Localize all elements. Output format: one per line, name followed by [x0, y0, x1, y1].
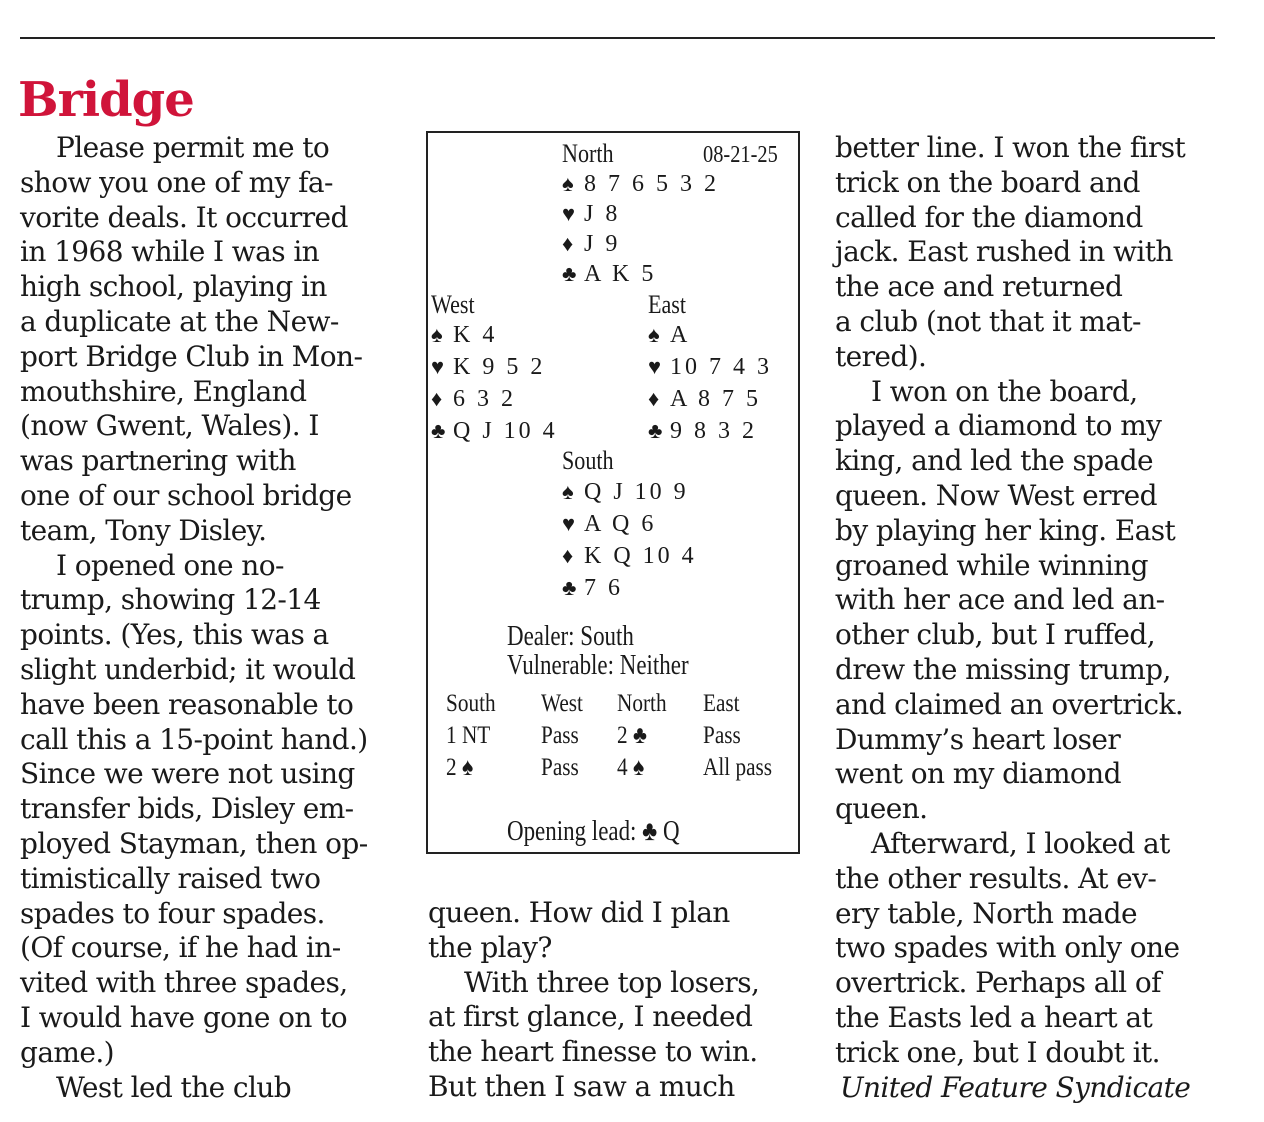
text-line: show you one of my fa-	[20, 165, 333, 199]
west-clubs: ♣ Q J 10 4	[431, 418, 558, 444]
text-line: the Easts led a heart at	[835, 1000, 1153, 1034]
text-line: timistically raised two	[20, 861, 321, 895]
text-line: vited with three spades,	[20, 966, 348, 1000]
east-spades: ♠ A	[648, 322, 691, 348]
east-label: East	[648, 290, 687, 319]
south-spades: ♠ Q J 10 9	[562, 479, 689, 505]
bid-cell: 2 ♣	[617, 722, 647, 749]
diamond-icon: ♦	[431, 386, 443, 411]
text-line: slight underbid; it would	[20, 652, 356, 686]
text-line: Please permit me to	[56, 131, 330, 164]
opening-lead: Opening lead: ♣ Q	[507, 816, 680, 847]
text-line: king, and led the spade	[835, 444, 1154, 478]
text-line: a duplicate at the New-	[20, 304, 339, 338]
column-2	[428, 896, 759, 1105]
diamond-icon: ♦	[648, 386, 660, 411]
dealer-info: Dealer: South	[507, 621, 634, 652]
text-line: queen. How did I plan	[428, 896, 730, 929]
east-diamonds: ♦ A 8 7 5	[648, 386, 762, 412]
text-line: called for the diamond	[835, 200, 1143, 234]
text-line: call this a 15-point hand.)	[20, 722, 368, 756]
text-line: better line. I won the first	[835, 131, 1186, 164]
text-line: vorite deals. It occurred	[20, 200, 348, 234]
text-line: ery table, North made	[835, 896, 1137, 930]
diamond-icon: ♦	[562, 231, 574, 256]
text-line: by playing her king. East	[835, 513, 1176, 547]
text-line: other club, but I ruffed,	[835, 618, 1156, 652]
bid-cell: All pass	[703, 754, 773, 781]
bid-header-south: South	[446, 690, 496, 717]
text-line: game.)	[20, 1035, 114, 1069]
spade-icon: ♠	[562, 171, 574, 196]
text-line: I would have gone on to	[20, 1000, 347, 1034]
text-line: I won on the board,	[871, 374, 1138, 408]
bid-header-east: East	[703, 690, 740, 717]
text-line: (Of course, if he had in-	[20, 931, 341, 965]
club-icon: ♣	[562, 575, 577, 600]
north-label: North	[562, 139, 614, 168]
text-line: the other results. At ev-	[835, 861, 1157, 895]
text-line: trick on the board and	[835, 165, 1140, 199]
text-line: have been reasonable to	[20, 687, 354, 721]
text-line: points. (Yes, this was a	[20, 618, 329, 652]
text-line: port Bridge Club in Mon-	[20, 339, 363, 373]
east-hearts: ♥ 10 7 4 3	[648, 354, 772, 380]
east-clubs: ♣ 9 8 3 2	[648, 418, 757, 444]
club-icon: ♣	[648, 418, 663, 443]
text-line: at first glance, I needed	[428, 1000, 753, 1034]
syndicate-credit: United Feature Syndicate	[840, 1070, 1191, 1104]
south-diamonds: ♦ K Q 10 4	[562, 543, 697, 569]
north-diamonds: ♦ J 9	[562, 231, 621, 257]
top-rule	[20, 37, 1215, 39]
bid-header-north: North	[617, 690, 667, 717]
bid-cell: 1 NT	[446, 722, 491, 749]
text-line: a club (not that it mat-	[835, 304, 1141, 338]
bid-cell: Pass	[541, 722, 579, 749]
text-line: Dummy’s heart loser	[835, 722, 1121, 756]
west-label: West	[431, 290, 475, 319]
text-line: mouthshire, England	[20, 374, 307, 408]
text-line: queen. Now West erred	[835, 478, 1157, 512]
text-line: high school, playing in	[20, 270, 327, 304]
text-line: was partnering with	[20, 444, 296, 478]
club-icon: ♣	[562, 261, 577, 286]
text-line: ployed Stayman, then op-	[20, 826, 368, 860]
text-line: With three top losers,	[464, 965, 760, 999]
text-line: groaned while winning	[835, 548, 1148, 582]
text-line: the ace and returned	[835, 270, 1123, 304]
text-line: played a diamond to my	[835, 409, 1162, 443]
south-clubs: ♣ 7 6	[562, 575, 623, 601]
west-spades: ♠ K 4	[431, 322, 498, 348]
text-line: transfer bids, Disley em-	[20, 792, 354, 826]
heart-icon: ♥	[648, 354, 662, 379]
deal-date: 08-21-25	[703, 142, 778, 168]
text-line: jack. East rushed in with	[835, 235, 1173, 269]
north-hearts: ♥ J 8	[562, 201, 621, 227]
text-line: in 1968 while I was in	[20, 235, 320, 269]
bid-header-west: West	[541, 690, 583, 717]
north-clubs: ♣ A K 5	[562, 261, 657, 287]
text-line: But then I saw a much	[428, 1069, 735, 1103]
diamond-icon: ♦	[562, 543, 574, 568]
text-line: trick one, but I doubt it.	[835, 1035, 1160, 1069]
text-line: West led the club	[56, 1070, 292, 1104]
text-line: overtrick. Perhaps all of	[835, 966, 1161, 1000]
bridge-diagram	[426, 131, 800, 854]
north-spades: ♠ 8 7 6 5 3 2	[562, 171, 719, 197]
text-line: spades to four spades.	[20, 896, 325, 930]
headline: Bridge	[18, 72, 194, 128]
vulnerable-info: Vulnerable: Neither	[507, 650, 689, 681]
text-line: I opened one no-	[56, 548, 284, 582]
text-line: Since we were not using	[20, 757, 355, 791]
text-line: one of our school bridge	[20, 478, 352, 512]
bid-cell: 4 ♠	[617, 754, 645, 781]
text-line: the heart finesse to win.	[428, 1035, 758, 1069]
spade-icon: ♠	[562, 479, 574, 504]
spade-icon: ♠	[431, 322, 443, 347]
heart-icon: ♥	[562, 201, 576, 226]
text-line: went on my diamond	[835, 757, 1121, 791]
text-line: trump, showing 12-14	[20, 583, 321, 617]
text-line: drew the missing trump,	[835, 652, 1171, 686]
bid-cell: Pass	[541, 754, 579, 781]
column-1	[20, 131, 368, 1105]
text-line: and claimed an overtrick.	[835, 687, 1184, 721]
text-line: with her ace and led an-	[835, 583, 1165, 617]
club-icon: ♣	[431, 418, 446, 443]
bid-cell: 2 ♠	[446, 754, 474, 781]
south-hearts: ♥ A Q 6	[562, 511, 657, 537]
heart-icon: ♥	[562, 511, 576, 536]
heart-icon: ♥	[431, 354, 445, 379]
south-label: South	[562, 446, 614, 475]
text-line: team, Tony Disley.	[20, 513, 267, 547]
text-line: queen.	[835, 792, 928, 826]
text-line: two spades with only one	[835, 931, 1180, 965]
text-line: Afterward, I looked at	[871, 826, 1170, 860]
west-diamonds: ♦ 6 3 2	[431, 386, 516, 412]
column-3	[835, 131, 1190, 1105]
bid-cell: Pass	[703, 722, 741, 749]
west-hearts: ♥ K 9 5 2	[431, 354, 546, 380]
spade-icon: ♠	[648, 322, 660, 347]
text-line: tered).	[835, 339, 927, 373]
text-line: (now Gwent, Wales). I	[20, 409, 319, 443]
text-line: the play?	[428, 930, 552, 964]
